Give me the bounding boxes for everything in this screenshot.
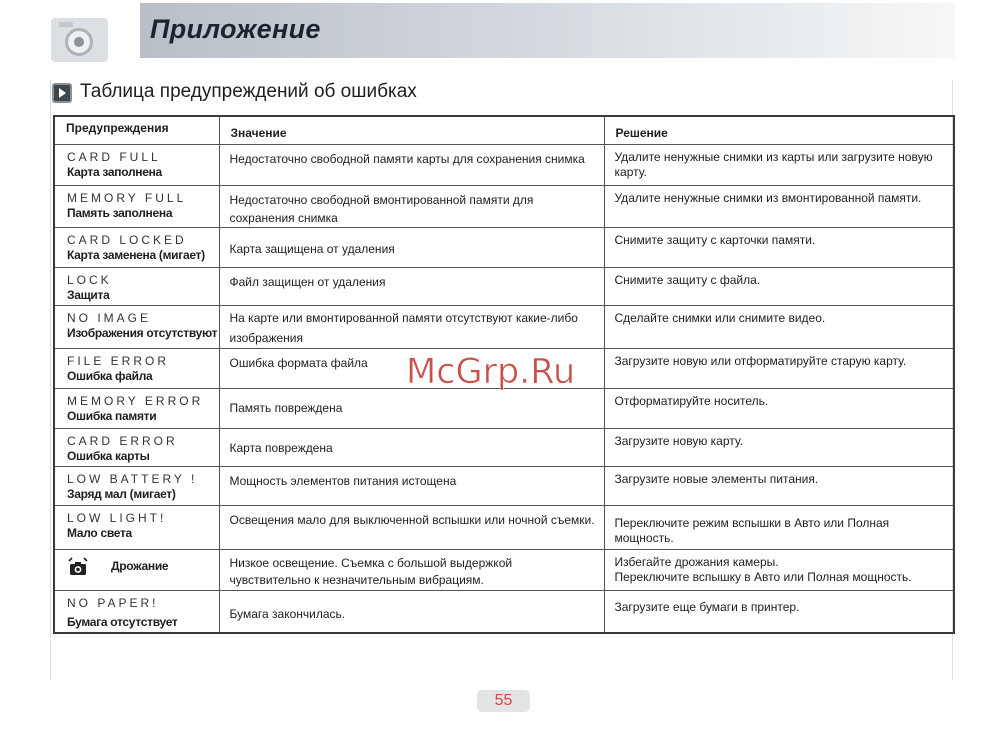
warning-code: NO IMAGE (67, 310, 152, 325)
table-row (54, 505, 954, 549)
warning-code: MEMORY ERROR (67, 393, 204, 408)
solution-cell: Переключите режим вспышки в Авто или Полная мощность. (604, 505, 954, 549)
warning-label: Бумага отсутствует (67, 614, 178, 629)
table-row (54, 549, 954, 590)
meaning-cell: Недостаточно свободной вмонтированной памяти для сохранения снимка (219, 185, 604, 227)
warning-code: NO PAPER! (67, 595, 159, 610)
warning-cell (54, 185, 219, 227)
page-number: 55 (477, 690, 530, 712)
solution-cell: Загрузите новые элементы питания. (604, 466, 954, 505)
table-row (54, 144, 954, 185)
solution-cell: Загрузите новую или отформатируйте старую карту. (604, 348, 954, 388)
table-row (54, 227, 954, 267)
camera-shake-icon (67, 556, 89, 578)
table-row (54, 428, 954, 466)
table-row (54, 267, 954, 305)
table-row (54, 590, 954, 633)
warning-code: FILE ERROR (67, 353, 170, 368)
warning-label: Ошибка карты (67, 448, 150, 463)
warning-cell (54, 549, 219, 590)
meaning-cell: Карта повреждена (219, 428, 604, 466)
watermark-text: McGrp.Ru (406, 352, 576, 392)
warning-cell (54, 305, 219, 348)
warning-label: Мало света (67, 525, 132, 540)
warning-code: LOW LIGHT! (67, 510, 167, 525)
solution-cell: Удалите ненужные снимки из карты или загрузите новую карту. (604, 144, 954, 185)
column-header-meaning: Значение (219, 116, 604, 144)
table-header-row (54, 116, 954, 144)
table-row (54, 466, 954, 505)
warning-label: Ошибка файла (67, 368, 153, 383)
warning-label: Дрожание (111, 559, 169, 573)
solution-line: Переключите вспышку в Авто или Полная мощность. (614, 569, 912, 584)
warning-cell (54, 348, 219, 388)
solution-cell: Сделайте снимки или снимите видео. (604, 305, 954, 348)
column-header-warnings: Предупреждения (54, 116, 219, 144)
solution-cell: Снимите защиту с файла. (604, 267, 954, 305)
warning-cell (54, 505, 219, 549)
camera-lens-icon (51, 18, 108, 62)
warning-label: Изображения отсутствуют (67, 325, 218, 340)
meaning-cell: Карта защищена от удаления (219, 227, 604, 267)
solution-cell: Удалите ненужные снимки из вмонтированной памяти. (604, 185, 954, 227)
chevron-right-icon (52, 83, 72, 103)
solution-cell: Снимите защиту с карточки памяти. (604, 227, 954, 267)
meaning-cell: Бумага закончилась. (219, 590, 604, 633)
warning-cell (54, 590, 219, 633)
column-header-solution: Решение (604, 116, 954, 144)
meaning-cell: Мощность элементов питания истощена (219, 466, 604, 505)
warning-code: LOCK (67, 272, 112, 287)
solution-cell: Загрузите новую карту. (604, 428, 954, 466)
warning-code: LOW BATTERY ! (67, 471, 198, 486)
table-row (54, 305, 954, 348)
warning-label: Карта заполнена (67, 164, 162, 179)
solution-cell: Отформатируйте носитель. (604, 388, 954, 428)
meaning-cell: Недостаточно свободной памяти карты для сохранения снимка (219, 144, 604, 185)
watermark (400, 345, 610, 395)
warning-label: Ошибка памяти (67, 408, 157, 423)
warning-cell (54, 267, 219, 305)
warning-cell (54, 388, 219, 428)
meaning-cell: Низкое освещение. Съемка с большой выдержкой чувствительно к незначительным вибрациям. (219, 549, 604, 590)
warning-code: MEMORY FULL (67, 190, 187, 205)
meaning-cell: Файл защищен от удаления (219, 267, 604, 305)
warning-cell (54, 144, 219, 185)
warning-code: CARD FULL (67, 149, 161, 164)
page-title: Приложение (150, 14, 321, 44)
warning-cell (54, 466, 219, 505)
warning-label: Карта заменена (мигает) (67, 247, 205, 262)
solution-cell (604, 549, 954, 590)
section-title: Таблица предупреждений об ошибках (80, 81, 417, 102)
meaning-cell: Ошибка формата файла (219, 348, 604, 388)
warning-label: Память заполнена (67, 205, 173, 220)
frame-line-left (50, 80, 51, 680)
meaning-cell: На карте или вмонтированной памяти отсутствуют какие-либо изображения (219, 305, 604, 348)
solution-line: Избегайте дрожания камеры. (614, 554, 779, 569)
warning-cell (54, 227, 219, 267)
warning-code: CARD ERROR (67, 433, 178, 448)
table-row (54, 185, 954, 227)
solution-cell: Загрузите еще бумаги в принтер. (604, 590, 954, 633)
meaning-cell: Освещения мало для выключенной вспышки или ночной съемки. (219, 505, 604, 549)
warning-code: CARD LOCKED (67, 232, 187, 247)
warning-cell (54, 428, 219, 466)
warning-label: Защита (67, 287, 110, 302)
warning-label: Заряд мал (мигает) (67, 486, 176, 501)
meaning-cell: Память повреждена (219, 388, 604, 428)
